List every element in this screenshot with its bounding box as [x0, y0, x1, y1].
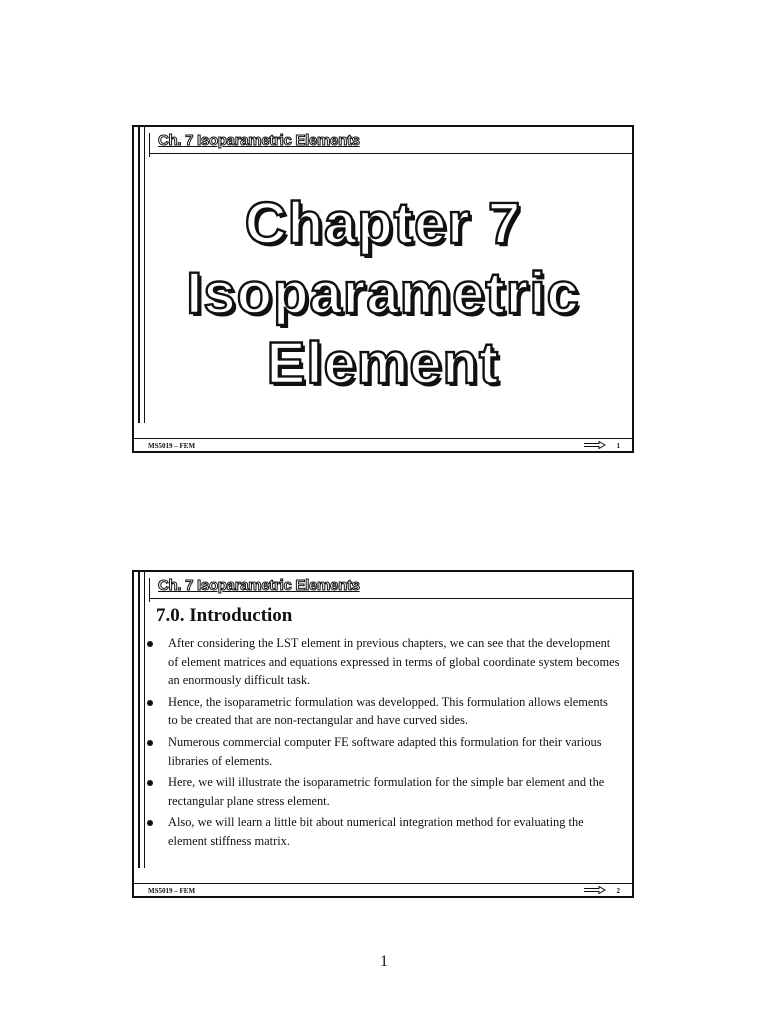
bullet-icon: [147, 641, 153, 647]
title-line: Isoparametric: [186, 261, 580, 326]
bullet-list: [140, 634, 620, 854]
bullet-text: Numerous commercial computer FE software adapted this formulation for their various libraries of elements.: [168, 734, 602, 768]
slide-header: Ch. 7 Isoparametric Elements: [158, 132, 360, 149]
bullet-icon: [147, 700, 153, 706]
footer-rule: [134, 438, 632, 439]
bullet-item: [140, 693, 620, 730]
bullet-item: [140, 733, 620, 770]
bullet-item: [140, 634, 620, 690]
bullet-item: [140, 773, 620, 810]
bullet-text: Also, we will learn a little bit about numerical integration method for evaluating the element stiffness matrix.: [168, 815, 584, 848]
bullet-icon: [147, 820, 153, 826]
next-arrow-icon: [584, 886, 606, 894]
footer-rule: [134, 883, 632, 884]
bullet-text: Hence, the isoparametric formulation was developped. This formulation allows elements to be created that are non-rectangular and have curved sides.: [168, 694, 608, 728]
header-rule: [149, 598, 632, 599]
bullet-text: Here, we will illustrate the isoparametric formulation for the simple bar element and the rectangular plane stress element.: [168, 775, 605, 808]
slide-number: 2: [616, 887, 620, 895]
slide-number: 1: [616, 442, 620, 450]
title-line: Element: [266, 331, 500, 396]
bullet-text: After considering the LST element in previous chapters, we can see that the development of element matrices and equations expressed in terms of global coordinate system becomes an enormously difficult task.: [168, 636, 620, 688]
next-arrow-icon: [584, 441, 606, 449]
title-line: Chapter 7: [244, 191, 522, 256]
bullet-icon: [147, 780, 153, 786]
bullet-item: [140, 813, 620, 850]
section-heading: 7.0. Introduction: [156, 605, 293, 626]
bullet-icon: [147, 740, 153, 746]
chapter-title: [134, 189, 632, 399]
slide-1: [132, 125, 634, 453]
slide-2: [132, 570, 634, 898]
page-number: 1: [380, 953, 388, 970]
slide-header: Ch. 7 Isoparametric Elements: [158, 577, 360, 594]
footer-course-code: MS5019 – FEM: [148, 442, 196, 450]
header-rule: [149, 153, 632, 154]
footer-course-code: MS5019 – FEM: [148, 887, 196, 895]
